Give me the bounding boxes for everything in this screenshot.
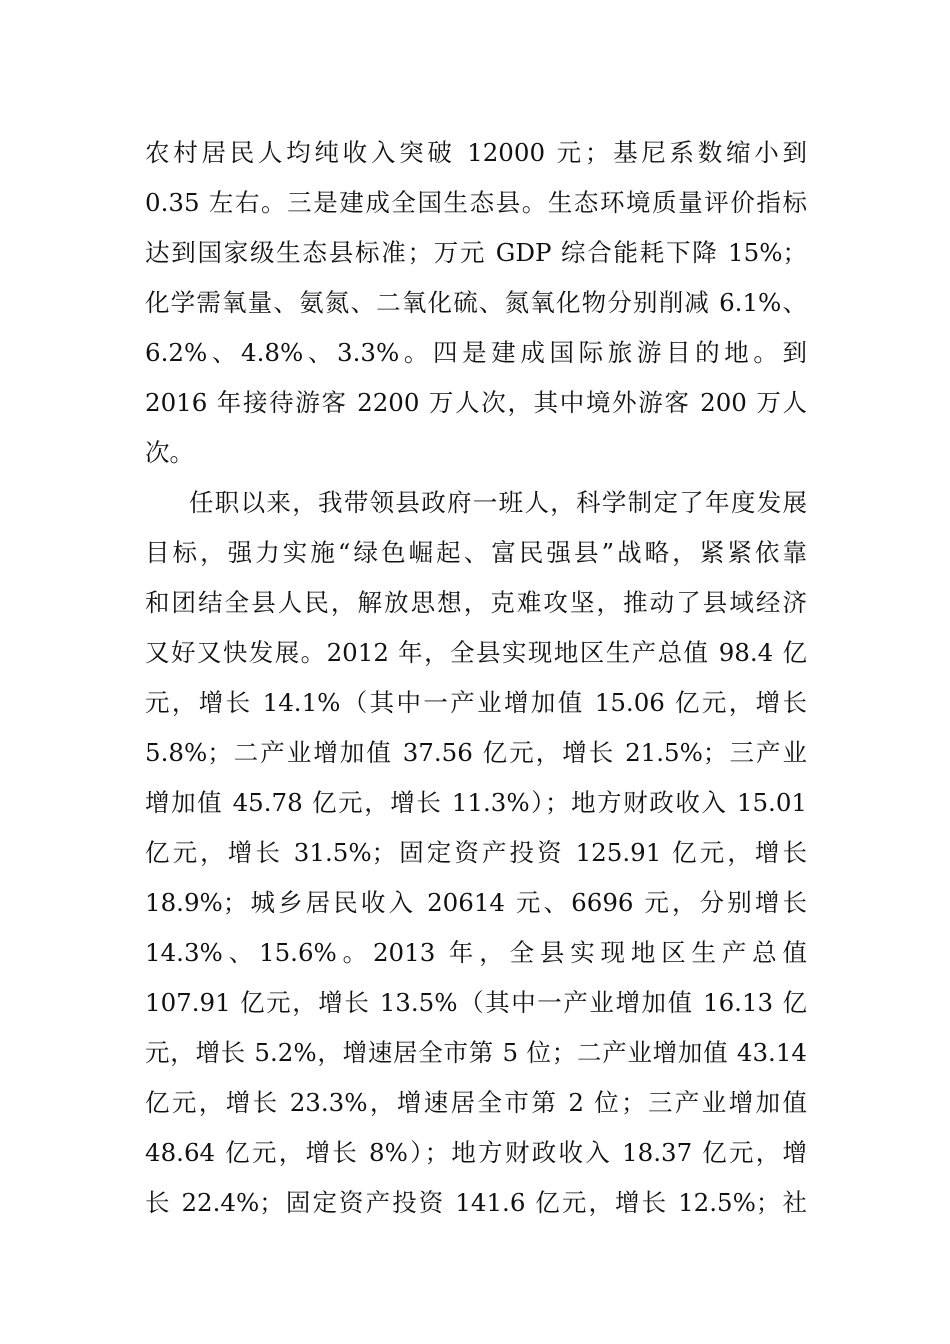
text-line: 目标，强力实施“绿色崛起、富民强县”战略，紧紧依靠	[145, 538, 807, 567]
text-line: 农村居民人均纯收入突破 12000 元；基尼系数缩小到	[145, 138, 807, 167]
text-line: 和团结全县人民，解放思想，克难攻坚，推动了县域经济	[145, 588, 807, 617]
text-line: 达到国家级生态县标准；万元 GDP 综合能耗下降 15%；	[145, 238, 808, 267]
text-line: 化学需氧量、氨氮、二氧化硫、氮氧化物分别削减 6.1%、	[145, 288, 807, 317]
text-line: 48.64 亿元，增长 8%）；地方财政收入 18.37 亿元，增	[145, 1138, 807, 1167]
text-line: 长 22.4%；固定资产投资 141.6 亿元，增长 12.5%；社	[145, 1188, 807, 1217]
text-line: 元，增长 14.1%（其中一产业增加值 15.06 亿元，增长	[145, 688, 807, 717]
body-text	[145, 128, 807, 1228]
text-line: 次。	[145, 438, 194, 467]
text-line: 亿元，增长 23.3%，增速居全市第 2 位；三产业增加值	[145, 1088, 807, 1117]
text-line: 又好又快发展。2012 年，全县实现地区生产总值 98.4 亿	[145, 638, 807, 667]
text-line: 107.91 亿元，增长 13.5%（其中一产业增加值 16.13 亿	[145, 988, 807, 1017]
text-line: 任职以来，我带领县政府一班人，科学制定了年度发展	[189, 488, 807, 517]
paragraph-goals-continued	[145, 128, 807, 478]
text-line: 增加值 45.78 亿元，增长 11.3%）；地方财政收入 15.01	[145, 788, 807, 817]
text-line: 亿元，增长 31.5%；固定资产投资 125.91 亿元，增长	[145, 838, 807, 867]
paragraph-achievements	[145, 478, 807, 1228]
text-line: 0.35 左右。三是建成全国生态县。生态环境质量评价指标	[145, 188, 807, 217]
text-line: 元，增长 5.2%，增速居全市第 5 位；二产业增加值 43.14	[145, 1038, 807, 1067]
text-line: 14.3%、15.6%。2013 年，全县实现地区生产总值	[145, 938, 807, 967]
text-line: 6.2%、4.8%、3.3%。四是建成国际旅游目的地。到	[145, 338, 807, 367]
text-line: 5.8%；二产业增加值 37.56 亿元，增长 21.5%；三产业	[145, 738, 807, 767]
text-line: 2016 年接待游客 2200 万人次，其中境外游客 200 万人	[145, 388, 807, 417]
text-line: 18.9%；城乡居民收入 20614 元、6696 元，分别增长	[145, 888, 807, 917]
